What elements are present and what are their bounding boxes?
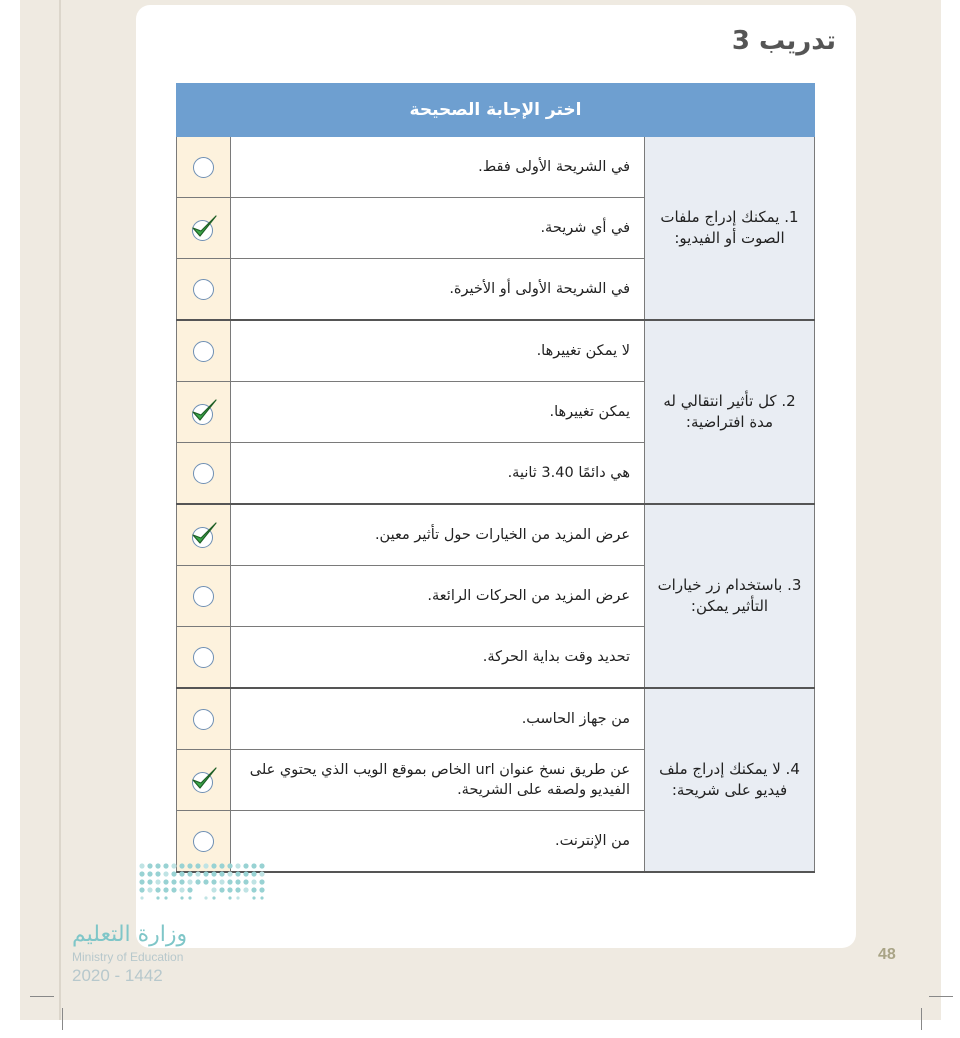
checkmark-icon <box>189 212 219 242</box>
answer-mark-cell <box>177 382 231 443</box>
checkmark-icon <box>189 519 219 549</box>
table-row <box>177 137 815 198</box>
answer-option[interactable]: في أي شريحة. <box>231 198 645 259</box>
answer-option[interactable]: في الشريحة الأولى فقط. <box>231 137 645 198</box>
answer-mark-cell <box>177 443 231 505</box>
exercise-title: تدريب 3 <box>731 26 836 56</box>
answer-mark-cell <box>177 750 231 811</box>
answer-option[interactable]: عرض المزيد من الخيارات حول تأثير معين. <box>231 504 645 566</box>
answer-option[interactable]: عرض المزيد من الحركات الرائعة. <box>231 566 645 627</box>
quiz-table <box>176 83 815 873</box>
answer-option[interactable]: من الإنترنت. <box>231 811 645 873</box>
question-cell <box>645 504 815 688</box>
question-cell <box>645 137 815 321</box>
checked-radio[interactable] <box>189 398 219 426</box>
ministry-name-ar: وزارة التعليم <box>72 922 188 947</box>
margin-rule <box>59 0 61 1020</box>
ministry-dots-icon <box>138 862 272 908</box>
crop-mark <box>929 996 953 997</box>
answer-mark-cell <box>177 627 231 689</box>
checked-radio[interactable] <box>189 214 219 242</box>
checkmark-icon <box>189 764 219 794</box>
answer-mark-cell <box>177 566 231 627</box>
table-row <box>177 504 815 566</box>
checked-radio[interactable] <box>189 766 219 794</box>
answer-mark-cell <box>177 137 231 198</box>
answer-option[interactable]: من جهاز الحاسب. <box>231 688 645 750</box>
page-number: 48 <box>878 946 896 963</box>
checked-radio[interactable] <box>189 521 219 549</box>
answer-mark-cell <box>177 688 231 750</box>
ministry-year: 2020 - 1442 <box>72 966 163 985</box>
radio-button[interactable] <box>193 341 214 362</box>
answer-option[interactable]: هي دائمًا 3.40 ثانية. <box>231 443 645 505</box>
radio-button[interactable] <box>193 709 214 730</box>
table-row <box>177 320 815 382</box>
crop-mark <box>30 996 54 997</box>
question-text: 1. يمكنك إدراج ملفات الصوت أو الفيديو: <box>660 208 799 247</box>
checkmark-icon <box>189 396 219 426</box>
answer-mark-cell <box>177 320 231 382</box>
answer-option[interactable]: لا يمكن تغييرها. <box>231 320 645 382</box>
crop-mark <box>921 1008 922 1030</box>
ministry-name-en: Ministry of Education <box>72 950 184 964</box>
radio-button[interactable] <box>193 279 214 300</box>
question-text: 2. كل تأثير انتقالي له مدة افتراضية: <box>663 392 796 431</box>
question-text: 4. لا يمكنك إدراج ملف فيديو على شريحة: <box>659 760 800 799</box>
radio-button[interactable] <box>193 463 214 484</box>
radio-button[interactable] <box>193 647 214 668</box>
answer-option[interactable]: في الشريحة الأولى أو الأخيرة. <box>231 259 645 321</box>
radio-button[interactable] <box>193 831 214 852</box>
radio-button[interactable] <box>193 586 214 607</box>
ministry-logo <box>70 862 280 992</box>
question-text: 3. باستخدام زر خيارات التأثير يمكن: <box>657 576 802 615</box>
crop-mark <box>62 1008 63 1030</box>
table-header: اختر الإجابة الصحيحة <box>177 84 815 137</box>
table-row <box>177 688 815 750</box>
question-cell <box>645 688 815 872</box>
answer-mark-cell <box>177 198 231 259</box>
quiz-body <box>177 137 815 873</box>
answer-option[interactable]: تحديد وقت بداية الحركة. <box>231 627 645 689</box>
answer-option[interactable]: يمكن تغييرها. <box>231 382 645 443</box>
answer-mark-cell <box>177 504 231 566</box>
answer-option[interactable]: عن طريق نسخ عنوان url الخاص بموقع الويب الذي يحتوي على الفيديو ولصقه على الشريحة. <box>231 750 645 811</box>
radio-button[interactable] <box>193 157 214 178</box>
answer-mark-cell <box>177 259 231 321</box>
question-cell <box>645 320 815 504</box>
